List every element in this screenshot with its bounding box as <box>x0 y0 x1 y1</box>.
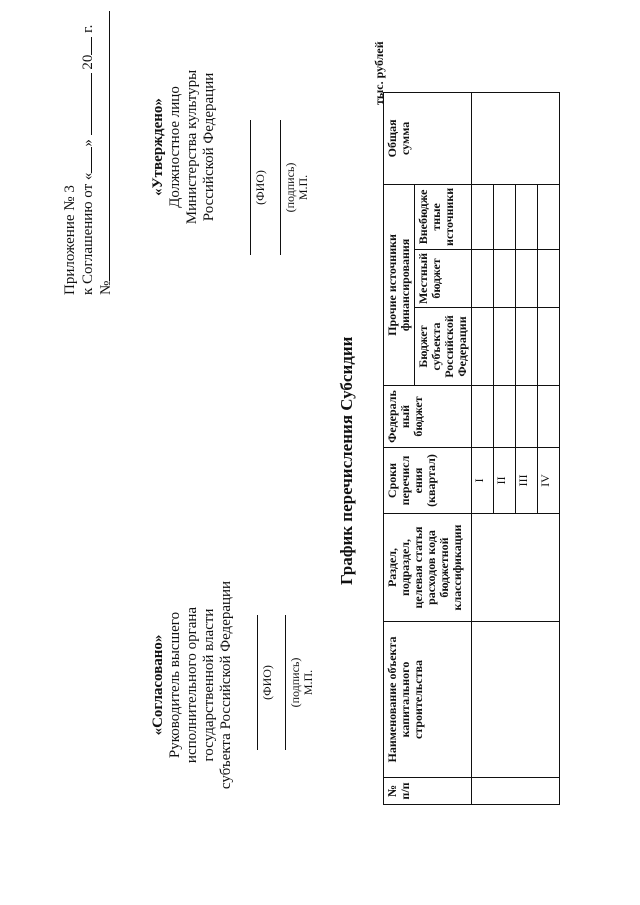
cell-extra <box>472 184 494 249</box>
header-budget-code: Раздел, подраздел, целевая статья расходов кода бюджетной классификации <box>384 514 472 622</box>
agreed-fio-line <box>257 615 258 750</box>
header-local-budget: Местный бюджет <box>415 249 472 307</box>
agreed-signature-caption: (подпись) <box>288 657 302 708</box>
quarter-label: II <box>494 448 516 514</box>
header-transfer-terms: Сроки перечисл ения (квартал) <box>384 448 472 514</box>
cell-number <box>472 778 560 805</box>
cell-federal <box>538 386 560 448</box>
approved-block <box>150 37 218 257</box>
approved-signature-caption: (подпись) <box>283 162 297 213</box>
approved-stamp: М.П. <box>296 174 310 201</box>
cell-subject <box>516 308 538 386</box>
table-row <box>472 92 494 804</box>
agreed-stamp: М.П. <box>301 669 315 696</box>
approved-signature-line <box>280 120 281 255</box>
agreed-title: «Согласовано» <box>150 634 166 736</box>
agreed-signature-line <box>285 615 286 750</box>
approved-line-1: Должностное лицо <box>167 86 183 208</box>
cell-extra <box>538 184 560 249</box>
approved-fio-caption: (ФИО) <box>253 170 267 205</box>
agreement-date-line: к Соглашению от «» 20 г. <box>80 24 96 295</box>
approved-title: «Утверждено» <box>150 98 166 196</box>
header-extra-budgetary: Внебюдже тные источники <box>415 184 472 249</box>
agreed-line-1: Руководитель высшего <box>167 611 183 759</box>
approved-line-2: Министерства культуры <box>184 69 200 225</box>
quarter-label: I <box>472 448 494 514</box>
agreement-number-line: № <box>98 11 115 295</box>
header-total-amount: Общая сумма <box>384 92 472 184</box>
quarter-label: IV <box>538 448 560 514</box>
approved-fio-line <box>250 120 251 255</box>
approved-line-3: Российской Федерации <box>201 72 217 222</box>
cell-local <box>538 249 560 307</box>
header-number: № п/п <box>384 778 472 805</box>
header-subject-budget: Бюджет субъекта Российской Федерации <box>415 308 472 386</box>
quarter-label: III <box>516 448 538 514</box>
cell-total <box>472 92 560 184</box>
cell-local <box>494 249 516 307</box>
cell-subject <box>494 308 516 386</box>
header-object-name: Наименование объекта капитального строительства <box>384 622 472 778</box>
unit-note: тыс. рублей <box>372 41 386 105</box>
header-federal-budget: Федераль ный бюджет <box>384 386 472 448</box>
agreed-line-2: исполнительного органа <box>184 606 200 764</box>
cell-subject <box>472 308 494 386</box>
cell-federal <box>516 386 538 448</box>
agreed-line-4: субъекта Российской Федерации <box>218 580 234 790</box>
cell-federal <box>494 386 516 448</box>
agreed-fio-caption: (ФИО) <box>260 665 274 700</box>
table-header-row-1 <box>384 92 415 804</box>
agreed-block <box>150 565 235 805</box>
appendix-label: Приложение № 3 <box>62 185 78 295</box>
cell-federal <box>472 386 494 448</box>
cell-budget-code <box>472 514 560 622</box>
subsidy-schedule-table <box>383 92 560 805</box>
agreed-line-3: государственной власти <box>201 608 217 762</box>
cell-object-name <box>472 622 560 778</box>
cell-subject <box>538 308 560 386</box>
document-title: График перечисления Субсидии <box>337 336 356 585</box>
cell-local <box>472 249 494 307</box>
cell-local <box>516 249 538 307</box>
cell-extra <box>494 184 516 249</box>
cell-extra <box>516 184 538 249</box>
header-other-sources: Прочие источники финансирования <box>384 184 415 385</box>
